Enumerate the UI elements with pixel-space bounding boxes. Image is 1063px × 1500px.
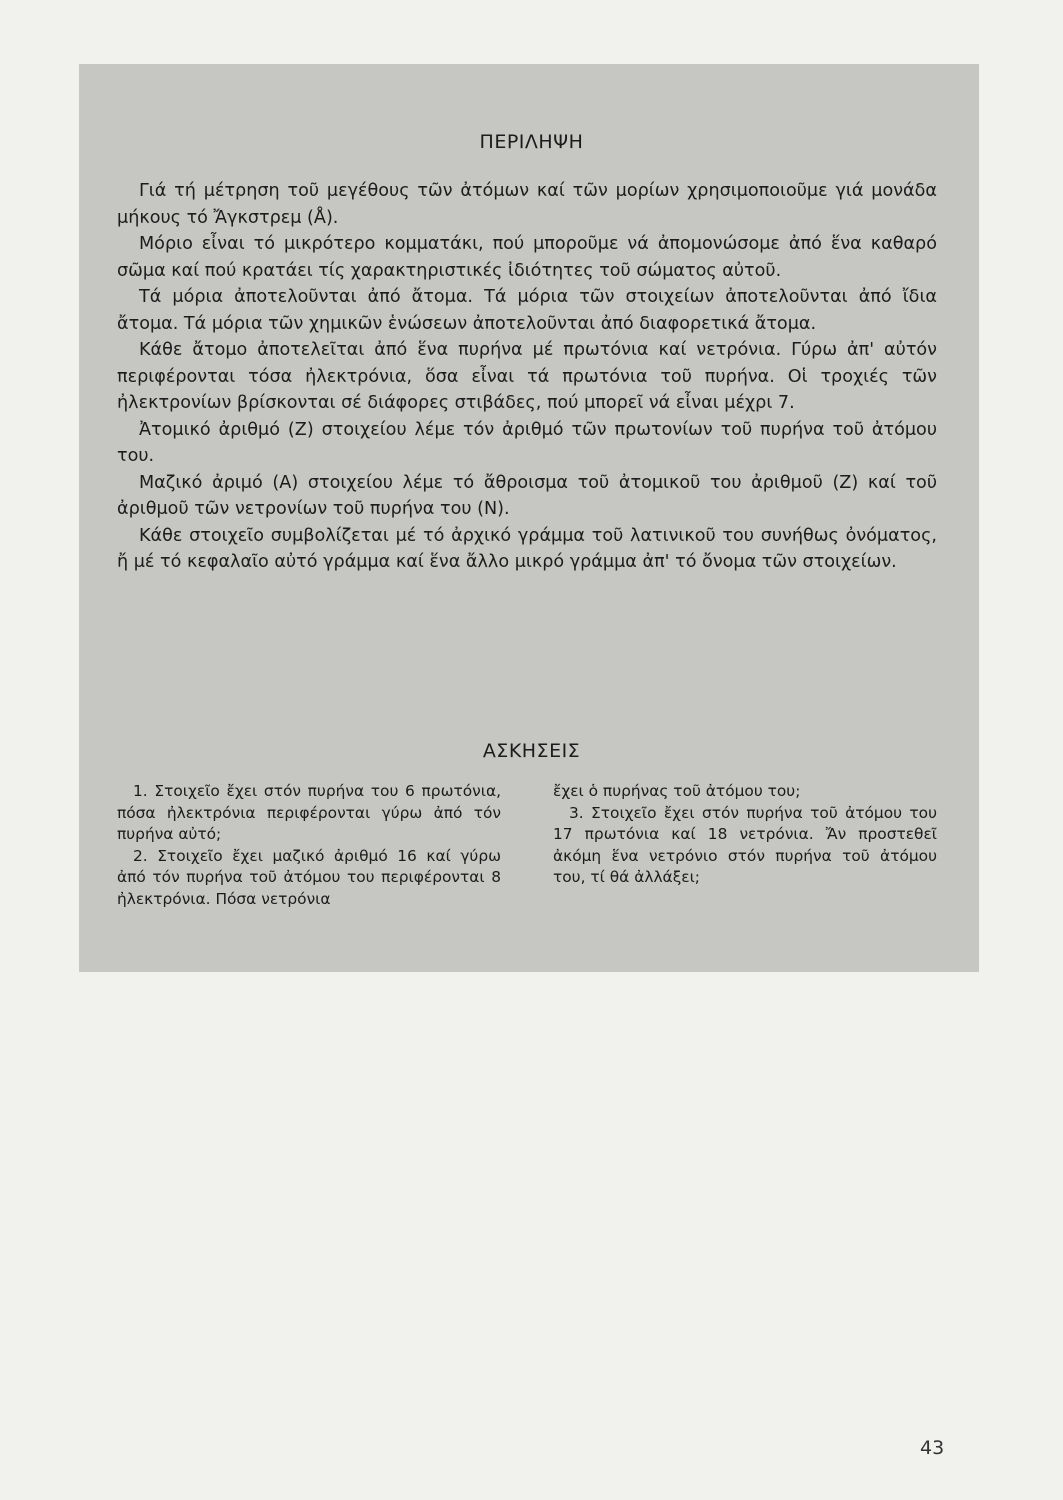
summary-text (117, 178, 937, 576)
exercises-right-column (553, 781, 937, 910)
exercises-left-column (117, 781, 501, 910)
summary-paragraph: Γιά τή μέτρηση τοῦ μεγέθους τῶν ἀτόμων καί τῶν μορίων χρησιμοποιοῦμε γιά μονάδα μήκους τό Ἄγκστρεμ (Å). (117, 181, 937, 228)
summary-paragraph: Τά μόρια ἀποτελοῦνται ἀπό ἄτομα. Τά μόρια τῶν στοιχείων ἀποτελοῦνται ἀπό ἴδια ἄτομα. Τά μόρια τῶν χημικῶν ἑνώσεων ἀποτελοῦνται ἀπό διαφορετικά ἄτομα. (117, 287, 937, 334)
exercises-heading: ΑΣΚΗΣΕΙΣ (482, 740, 581, 762)
page-number: 43 (920, 1437, 945, 1459)
exercise-item: 3. Στοιχεῖο ἔχει στόν πυρήνα τοῦ ἀτόμου του 17 πρωτόνια καί 18 νετρόνια. Ἄν προστεθεῖ ἀκόμη ἕνα νετρόνιο στόν πυρήνα τοῦ ἀτόμου του, τί θά ἀλλάξει; (553, 803, 937, 886)
exercise-item: 2. Στοιχεῖο ἔχει μαζικό ἀριθμό 16 καί γύρω ἀπό τόν πυρήνα τοῦ ἀτόμου του περιφέρονται 8 ἠλεκτρόνια. Πόσα νετρόνια (117, 846, 501, 908)
summary-paragraph: Μαζικό ἀριμό (Α) στοιχείου λέμε τό ἄθροισμα τοῦ ἀτομικοῦ του ἀριθμοῦ (Ζ) καί τοῦ ἀριθμοῦ τῶν νετρονίων τοῦ πυρήνα του (Ν). (117, 472, 937, 519)
summary-paragraph: Μόριο εἶναι τό μικρότερο κομματάκι, πού μποροῦμε νά ἀπομονώσομε ἀπό ἕνα καθαρό σῶμα καί πού κρατάει τίς χαρακτηριστικές ἰδιότητες τοῦ σώματος αὐτοῦ. (117, 234, 937, 281)
exercise-continuation: ἔχει ὁ πυρήνας τοῦ ἀτόμου του; (553, 782, 801, 800)
exercises-list (117, 781, 937, 910)
summary-paragraph: Ἀτομικό ἀριθμό (Ζ) στοιχείου λέμε τόν ἀριθμό τῶν πρωτονίων τοῦ πυρήνα τοῦ ἀτόμου του. (117, 419, 937, 466)
exercise-item: 1. Στοιχεῖο ἔχει στόν πυρήνα του 6 πρωτόνια, πόσα ἠλεκτρόνια περιφέρονται γύρω ἀπό τόν πυρήνα αὐτό; (117, 782, 501, 843)
summary-heading: ΠΕΡΙΛΗΨΗ (479, 131, 584, 153)
summary-paragraph: Κάθε ἄτομο ἀποτελεῖται ἀπό ἕνα πυρήνα μέ πρωτόνια καί νετρόνια. Γύρω ἀπ' αὐτόν περιφέρονται τόσα ἠλεκτρόνια, ὅσα εἶναι τά πρωτόνια τοῦ πυρήνα. Οἱ τροχιές τῶν ἠλεκτρονίων βρίσκονται σέ διάφορες στιβάδες, πού μπορεῖ νά εἶναι μέχρι 7. (117, 340, 937, 413)
summary-paragraph: Κάθε στοιχεῖο συμβολίζεται μέ τό ἀρχικό γράμμα τοῦ λατινικοῦ του συνήθως ὀνόματος, ἤ μέ τό κεφαλαῖο αὐτό γράμμα καί ἕνα ἄλλο μικρό γράμμα ἀπ' τό ὄνομα τῶν στοιχείων. (117, 525, 937, 572)
